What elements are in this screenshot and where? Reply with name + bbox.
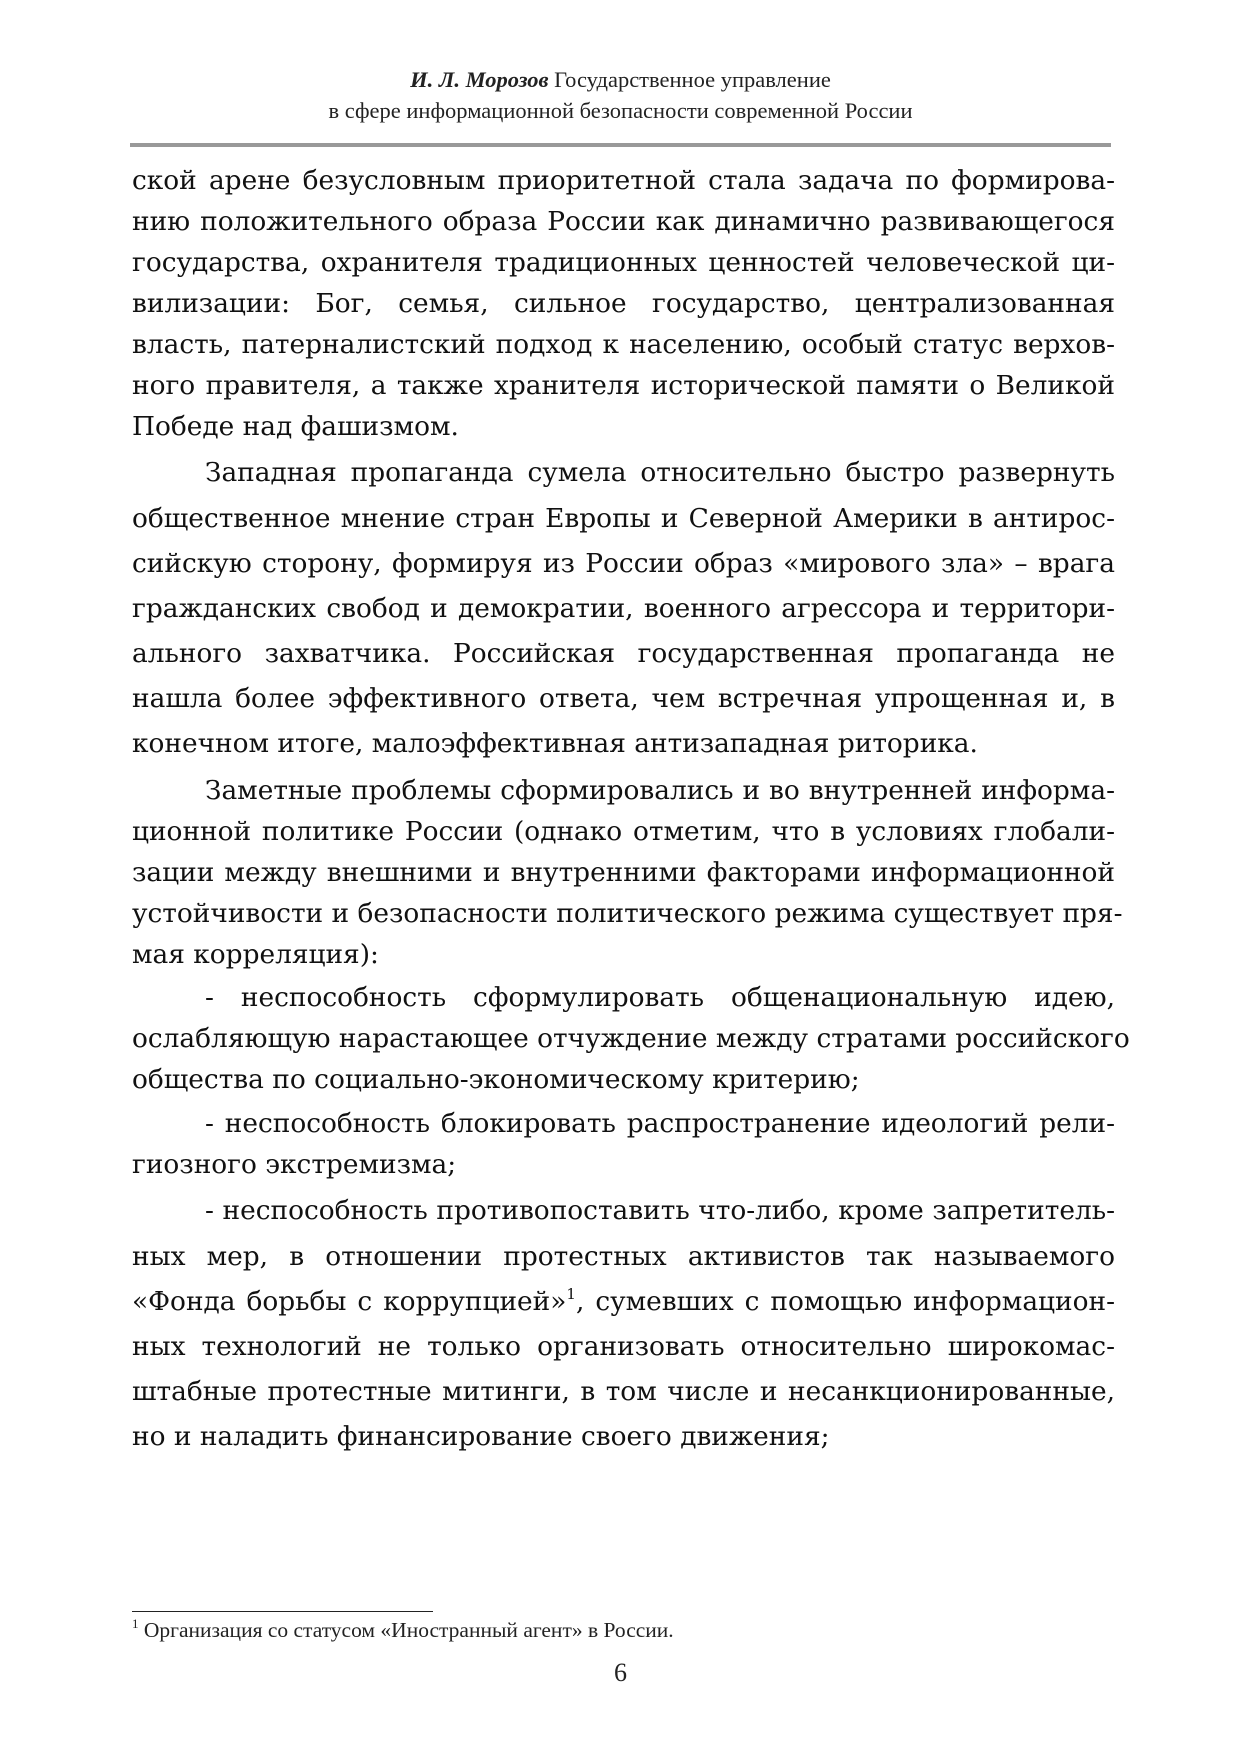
text-line: гражданских свобод и демократии, военного агрессора и территори-	[132, 593, 1115, 624]
footnote-mark: 1	[132, 1616, 139, 1631]
text-line: штабные протестные митинги, в том числе и несанкционированные,	[132, 1376, 1115, 1407]
text-line-with-footnote	[132, 1279, 1115, 1324]
text-line: Заметные проблемы сформировались и во внутренней информа-	[205, 775, 1115, 806]
text-line: - неспособность противопоставить что-либо, кроме запретитель-	[205, 1195, 1115, 1226]
text-line: ального захватчика. Российская государственная пропаганда не	[132, 638, 1115, 669]
text-fragment: , сумевших с помощью информацион-	[575, 1286, 1116, 1317]
text-line: - неспособность блокировать распространение идеологий рели-	[205, 1108, 1115, 1139]
text-line: власть, патерналистский подход к населению, особый статус верхов-	[132, 329, 1115, 360]
text-line: ционной политике России (однако отметим, что в условиях глобали-	[132, 816, 1115, 847]
header-line-1	[130, 64, 1111, 95]
running-header	[130, 64, 1111, 126]
text-line: сийскую сторону, формируя из России образ «мирового зла» – врага	[132, 548, 1115, 579]
header-author: И. Л. Морозов	[410, 67, 549, 92]
text-line: вилизации: Бог, семья, сильное государство, централизованная	[132, 288, 1115, 319]
text-line: Победе над фашизмом.	[132, 411, 459, 442]
footnote-reference[interactable]: 1	[566, 1285, 576, 1303]
text-line: Западная пропаганда сумела относительно быстро развернуть	[205, 457, 1115, 488]
text-line: устойчивости и безопасности политического режима существует пря-	[132, 898, 1123, 929]
text-line: ных мер, в отношении протестных активистов так называемого	[132, 1241, 1115, 1272]
text-line: гиозного экстремизма;	[132, 1149, 457, 1180]
text-line: нию положительного образа России как динамично развивающегося	[132, 206, 1115, 237]
text-line: конечном итоге, малоэффективная антизападная риторика.	[132, 728, 978, 759]
text-line: - неспособность сформулировать общенациональную идею,	[205, 982, 1115, 1013]
footnote	[132, 1616, 674, 1644]
text-line: мая корреляция):	[132, 939, 379, 970]
text-line: ных технологий не только организовать относительно широкомас-	[132, 1331, 1115, 1362]
page-number: 6	[614, 1658, 627, 1687]
text-line: нашла более эффективного ответа, чем встречная упрощенная и, в	[132, 683, 1115, 714]
text-line: ного правителя, а также хранителя исторической памяти о Великой	[132, 370, 1115, 401]
text-line: ской арене безусловным приоритетной стала задача по формирова-	[132, 165, 1115, 196]
text-fragment: «Фонда борьбы с коррупцией»	[132, 1286, 567, 1317]
footnote-separator	[132, 1611, 433, 1612]
footnote-text: Организация со статусом «Иностранный агент» в России.	[143, 1618, 674, 1642]
text-line: но и наладить финансирование своего движения;	[132, 1421, 830, 1452]
text-line: общественное мнение стран Европы и Северной Америки в антирос-	[132, 503, 1115, 534]
header-rule	[130, 143, 1111, 147]
text-line: ослабляющую нарастающее отчуждение между стратами российского	[132, 1023, 1130, 1054]
text-line: зации между внешними и внутренними факторами информационной	[132, 857, 1115, 888]
text-line: общества по социально-экономическому критерию;	[132, 1064, 860, 1095]
header-line-2: в сфере информационной безопасности современной России	[328, 98, 913, 123]
header-title-part-1: Государственное управление	[554, 67, 831, 92]
main-text	[132, 158, 1130, 1459]
text-line: государства, охранителя традиционных ценностей человеческой ци-	[132, 247, 1115, 278]
